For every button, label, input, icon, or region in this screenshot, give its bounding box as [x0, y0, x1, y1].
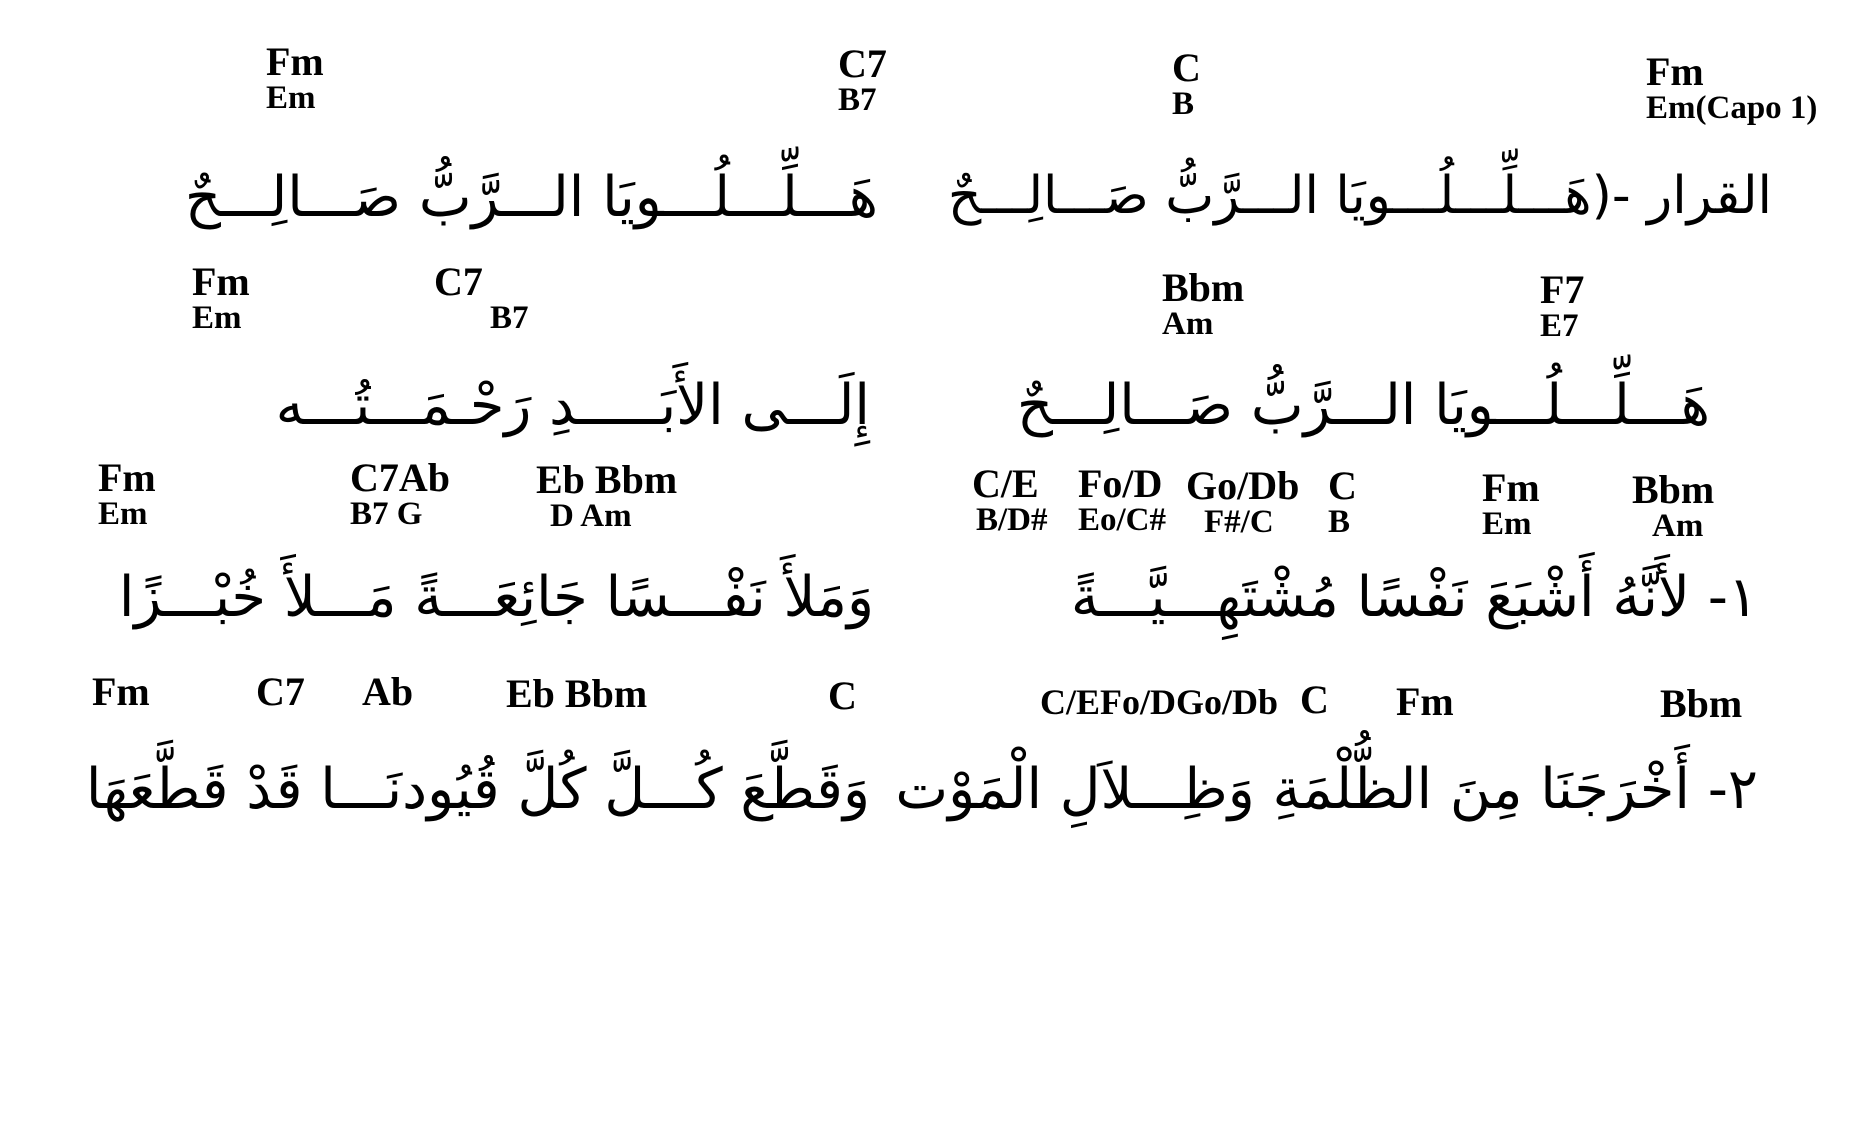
chord-capo: Em: [266, 80, 316, 116]
chord-capo: B7: [838, 82, 877, 118]
chord-capo: E7: [1540, 308, 1579, 344]
chord-row4-item: C/EFo/DGo/Db: [1040, 682, 1279, 722]
chord-capo: F#/C: [1204, 504, 1274, 540]
chord-pair: [1186, 463, 1300, 540]
chord-main: Bbm: [1632, 467, 1715, 512]
chord-main: C/E: [972, 461, 1039, 506]
lyric-line-3-left: وَمَلأَ نَفْـــسًا جَائِعَـــةً مَـــلأَ خُبْـــزًا: [118, 565, 874, 630]
chord-capo: Em: [98, 496, 148, 532]
chord-main: Fm: [1482, 465, 1540, 510]
chord-pair: [1172, 45, 1201, 122]
chord-capo: Am: [1162, 306, 1214, 342]
lyric-line-2-right: هَـــلِّـــلُـــويَا الـــرَّبُّ صَـــالِـــحٌ: [1016, 373, 1710, 438]
chord-capo: B7: [490, 300, 529, 336]
chord-row4-item: Eb Bbm: [506, 671, 648, 716]
chord-pair: [536, 457, 678, 534]
lyric-line-4-left: وَقَطَّعَ كُـــلَّ كُلَّ قُيُودنَـــا قَدْ قَطَّعَهَا: [85, 757, 870, 822]
chord-main: Fm: [192, 259, 250, 304]
lyric-line-2-left: إِلَـــى الأَبَـــــدِ رَحْـمَـــتُـــه: [275, 373, 870, 438]
chord-pair: [266, 39, 324, 116]
chord-main: Bbm: [1162, 265, 1245, 310]
chord-pair: [434, 259, 529, 336]
lyric-line-4-right: ٢- أَخْرَجَنَا مِنَ الظُّلْمَةِ وَظِـــلاَلِ الْمَوْت: [895, 757, 1758, 822]
chord-capo: B: [1172, 86, 1195, 122]
chord-pair: [1078, 461, 1167, 538]
lyric-line-3-right: ١- لأَنَّهُ أَشْبَعَ نَفْسًا مُشْتَهِـــيَّـــةً: [1070, 565, 1758, 630]
chord-pair: [1540, 267, 1585, 344]
chord-row4-item: C: [828, 673, 857, 718]
chord-row4-item: C7: [256, 669, 305, 714]
chord-main: Fm: [1646, 49, 1704, 94]
chord-capo: Eo/C#: [1078, 502, 1167, 538]
chord-capo: D Am: [550, 498, 632, 534]
chord-pair: [192, 259, 250, 336]
chord-main: C7Ab: [350, 455, 451, 500]
chord-main: Eb Bbm: [536, 457, 678, 502]
chord-capo: B: [1328, 504, 1351, 540]
chord-main: C: [1328, 463, 1357, 508]
chord-pair: [1632, 467, 1715, 544]
chord-main: Fm: [98, 455, 156, 500]
chord-pair: [350, 455, 451, 532]
chord-pair: [1646, 49, 1818, 126]
chord-main: Fo/D: [1078, 461, 1163, 506]
chord-main: Go/Db: [1186, 463, 1300, 508]
chord-pair: [1328, 463, 1357, 540]
chord-main: F7: [1540, 267, 1585, 312]
chord-capo: Em(Capo 1): [1646, 90, 1818, 126]
chord-row4-item: Fm: [1396, 679, 1454, 724]
chord-pair: [972, 461, 1048, 538]
chord-main: Fm: [266, 39, 324, 84]
lyric-line-1-left: هَـــلِّـــلُـــويَا الـــرَّبُّ صَـــالِـــحٌ: [184, 165, 878, 230]
chord-main: C7: [434, 259, 483, 304]
chord-pair: [1162, 265, 1245, 342]
chord-pair: [1482, 465, 1540, 542]
chord-pair: [838, 41, 887, 118]
chord-main: C7: [838, 41, 887, 86]
chord-pair: [98, 455, 156, 532]
chord-capo: Am: [1652, 508, 1704, 544]
chord-capo: Em: [1482, 506, 1532, 542]
chord-capo: B/D#: [976, 502, 1048, 538]
chord-main: C: [1172, 45, 1201, 90]
chord-capo: B7 G: [350, 496, 423, 532]
chord-capo: Em: [192, 300, 242, 336]
chord-row4-item: C: [1300, 677, 1329, 722]
chord-row4-item: Ab: [362, 669, 414, 714]
chord-row4-item: Bbm: [1660, 681, 1743, 726]
lyric-line-1-right: القرار -(هَـــلِّـــلُـــويَا الـــرَّبُّ صَـــالِـــحٌ: [947, 166, 1772, 226]
chord-row4-item: Fm: [92, 669, 150, 714]
